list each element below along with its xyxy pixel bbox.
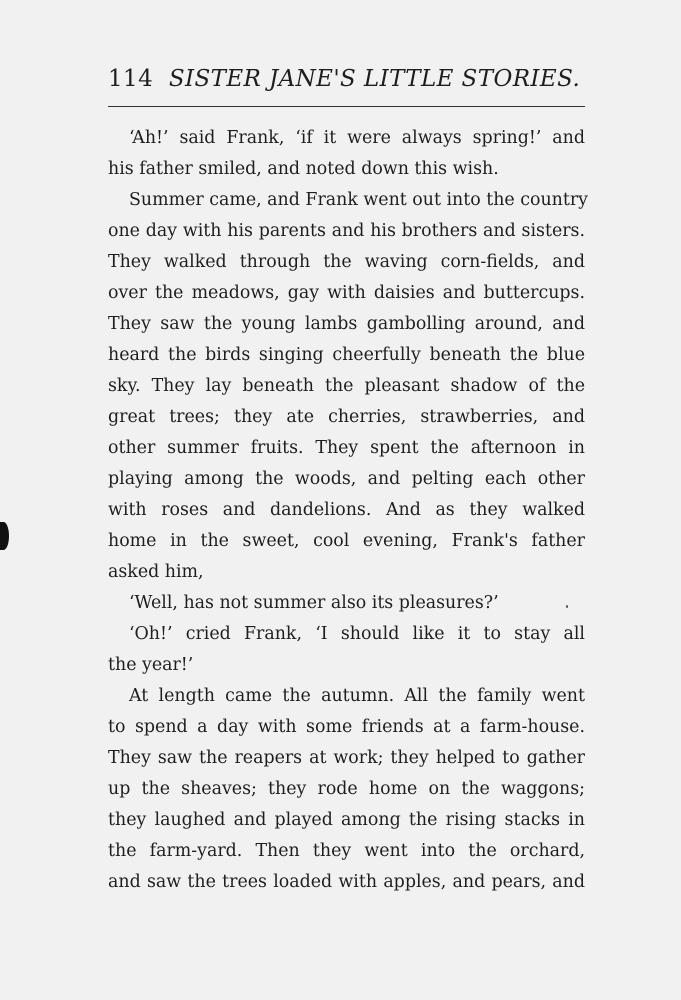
text-line: and saw the trees loaded with apples, and pears, and xyxy=(108,872,585,892)
text-line: up the sheaves; they rode home on the waggons; xyxy=(108,779,585,799)
page-number: 114 xyxy=(108,66,154,92)
text-line: home in the sweet, cool evening, Frank's father xyxy=(108,531,585,551)
text-line: sky. They lay beneath the pleasant shadow of the xyxy=(108,376,585,396)
text-line: At length came the autumn. All the family went xyxy=(129,686,585,706)
text-line: Summer came, and Frank went out into the country xyxy=(129,190,588,210)
text-line: with roses and dandelions. And as they walked xyxy=(108,500,585,520)
text-line: over the meadows, gay with daisies and buttercups. xyxy=(108,283,585,303)
text-line: his father smiled, and noted down this wish. xyxy=(108,159,499,179)
running-title: SISTER JANE'S LITTLE STORIES. xyxy=(168,66,581,92)
text-line: playing among the woods, and pelting each other xyxy=(108,469,585,489)
text-line: other summer fruits. They spent the afternoon in xyxy=(108,438,585,458)
text-line: ‘Well, has not summer also its pleasures?’ xyxy=(129,593,499,613)
text-line: They saw the reapers at work; they helped to gather xyxy=(108,748,585,768)
running-head xyxy=(108,66,585,104)
text-line: they laughed and played among the rising stacks in xyxy=(108,810,585,830)
text-line: great trees; they ate cherries, strawberries, and xyxy=(108,407,585,427)
body-text xyxy=(108,123,588,898)
text-line: They saw the young lambs gambolling around, and xyxy=(108,314,585,334)
text-line: to spend a day with some friends at a farm-house. xyxy=(108,717,585,737)
text-line: the farm-yard. Then they went into the orchard, xyxy=(108,841,585,861)
text-line: ‘Ah!’ said Frank, ‘if it were always spring!’ and xyxy=(129,128,585,148)
text-line: the year!’ xyxy=(108,655,194,675)
ink-speck xyxy=(566,605,568,608)
margin-ink-blot xyxy=(0,522,9,550)
text-line: asked him, xyxy=(108,562,204,582)
text-line: one day with his parents and his brothers and sisters. xyxy=(108,221,585,241)
text-line: They walked through the waving corn-fields, and xyxy=(108,252,585,272)
text-line: ‘Oh!’ cried Frank, ‘I should like it to stay all xyxy=(129,624,585,644)
header-rule xyxy=(108,106,585,107)
text-line: heard the birds singing cheerfully beneath the blue xyxy=(108,345,585,365)
